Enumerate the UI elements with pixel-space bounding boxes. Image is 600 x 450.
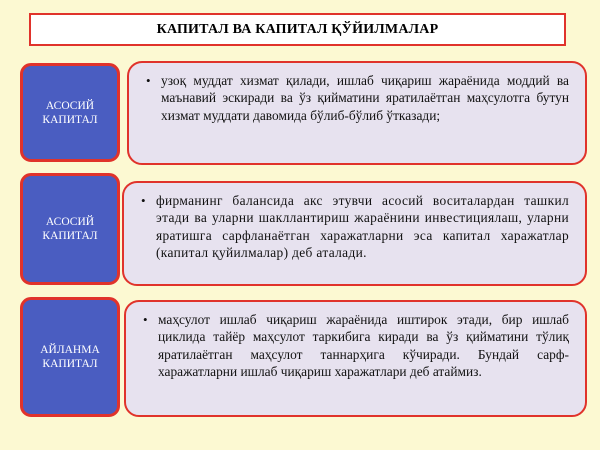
bullet-icon: •	[143, 312, 148, 327]
asosiy-kapital-label-2	[20, 173, 120, 285]
asosiy-kapital-label-1	[20, 63, 120, 162]
slide-title	[29, 13, 566, 46]
tag-text: АСОСИЙ КАПИТАЛ	[42, 216, 98, 242]
definition-panel-1	[127, 61, 587, 165]
definition-text-3: маҳсулот ишлаб чиқариш жараёнида иштирок этади, бир ишлаб циклида тайёр маҳсулот таркибига киради ва ўз қийматини тўлиқ яратилаётган маҳсулот таннарҳига кўчиради. Бундай сарф-харажатларни ишлаб чиқариш харажатлари деб атаймиз.	[158, 312, 569, 380]
tag-text: АСОСИЙ КАПИТАЛ	[42, 99, 98, 126]
slide-title-text: КАПИТАЛ ВА КАПИТАЛ ҚЎЙИЛМАЛАР	[156, 21, 439, 37]
definition-text-2: фирманинг балансида акс этувчи асосий воситалардан ташкил этади ва уларни шакллантириш жараёнини инвестициялаш, уларни яратишга сарфланаётган харажатларни эса капитал харажатлар (капитал қуйилмалар) деб аталади.	[156, 193, 569, 261]
definition-text-1: узоқ муддат хизмат қилади, ишлаб чиқариш жараёнида моддий ва маънавий эскиради ва ўз қийматини яратилаётган маҳсулотга бутун хизмат муддати давомида бўлиб-бўлиб ўтказади;	[161, 73, 569, 123]
aylanma-kapital-label	[20, 297, 120, 417]
definition-panel-3	[124, 300, 587, 417]
bullet-icon: •	[146, 73, 151, 88]
tag-text: АЙЛАНМА КАПИТАЛ	[40, 344, 100, 370]
bullet-icon: •	[141, 193, 146, 208]
definition-panel-2	[122, 181, 587, 286]
